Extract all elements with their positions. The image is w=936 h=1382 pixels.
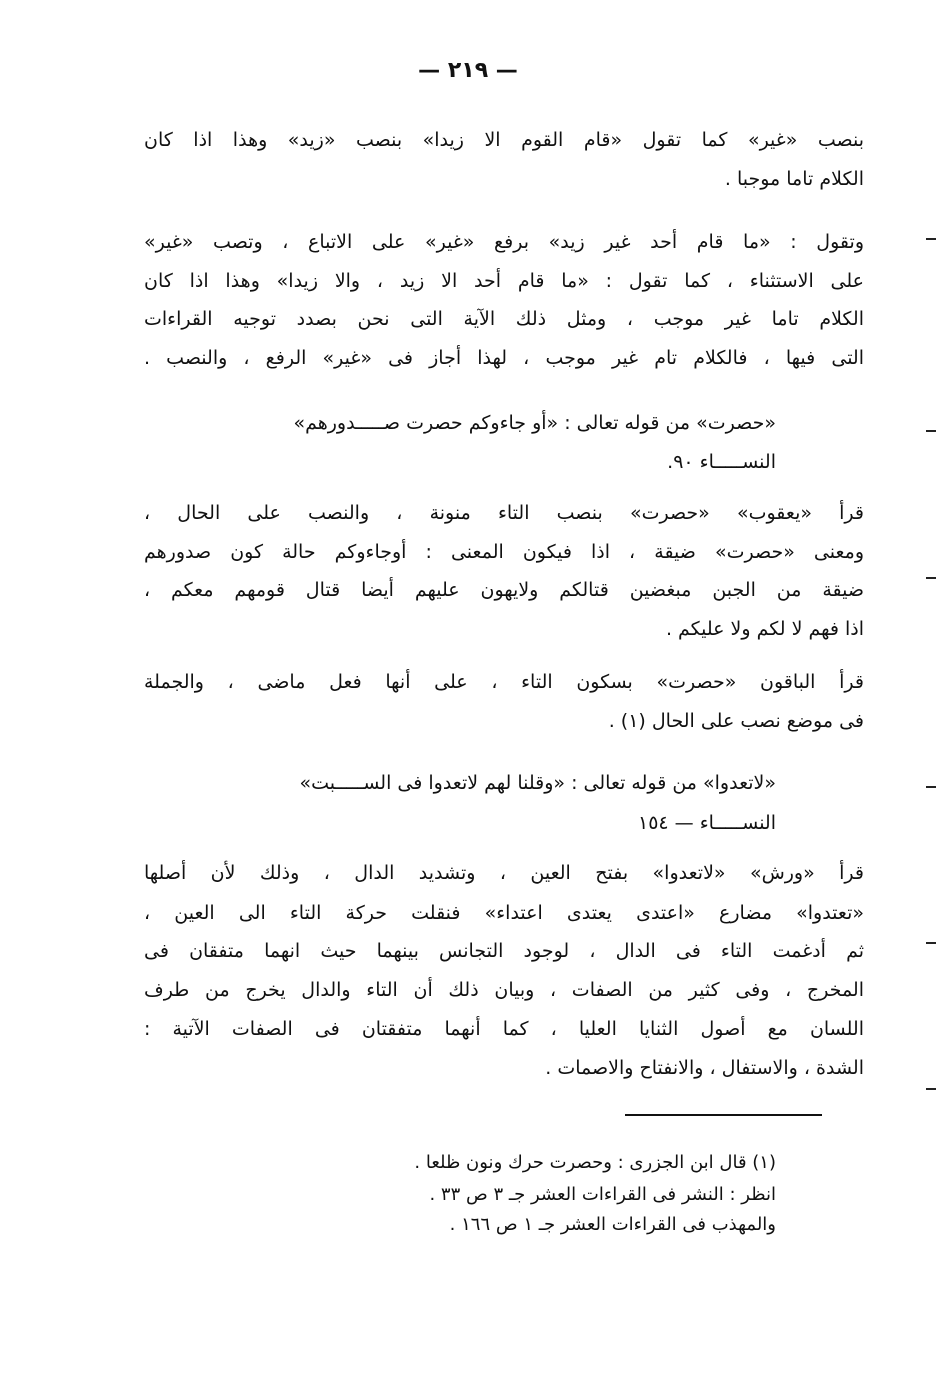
text-line: بنصب «غير» كما تقول «قام القوم الا زيدا» بنصب «زيد» وهذا اذا كان [144,129,864,151]
text-line: على الاستثناء ، كما تقول : «ما قام أحد الا زيد ، والا زيدا» وهذا اذا كان [144,270,864,292]
text-line: قرأ الباقون «حصرت» بسكون التاء ، على أنها فعل ماضى ، والجملة [144,671,864,693]
scan-edge-mark [926,1088,936,1090]
text-line: «تعتدوا» مضارع «اعتدى يعتدى اعتداء» فنقلت حركة التاء الى العين ، [144,902,864,924]
quran-verse-citation: «حصرت» من قوله تعالى : «أو جاءوكم حصرت صـــــدورهم» [293,412,776,434]
text-line: قرأ «يعقوب» «حصرت» بنصب التاء منونة ، والنصب على الحال ، [144,502,864,524]
scan-edge-mark [926,942,936,944]
footnote-separator [625,1114,822,1116]
text-line: الكلام تاما موجبا . [724,168,864,190]
text-line: قرأ «ورش» «لاتعدوا» بفتح العين ، وتشديد الدال ، وذلك لأن أصلها [144,862,864,884]
text-line: ومعنى «حصرت» ضيقة ، اذا فيكون المعنى : أوجاءوكم حالة كون صدورهم [144,541,864,563]
scan-edge-mark [926,786,936,788]
footnote-line: والمهذب فى القراءات العشر جـ ١ ص ١٦٦ . [449,1214,776,1235]
scan-edge-mark [926,238,936,240]
text-line: فى موضع نصب على الحال (١) . [608,710,864,732]
quran-verse-citation: «لاتعدوا» من قوله تعالى : «وقلنا لهم لاتعدوا فى الســـــبت» [299,772,776,794]
footnote-line: انظر : النشر فى القراءات العشر جـ ٣ ص ٣٣ . [429,1184,776,1205]
text-line: الكلام تاما غير موجب ، ومثل ذلك الآية التى نحن بصدد توجيه القراءات [144,308,864,330]
verse-reference: النســـــاء — ١٥٤ [637,812,776,834]
text-line: الشدة ، والاستفال ، والانفتاح والاصمات . [545,1057,864,1079]
page-number: — ٢١٩ — [418,58,518,83]
text-line: ضيقة من الجبن مبغضين قتالكم ولايهون عليهم أيضا قتال قومهم معكم ، [144,579,864,601]
text-line: اذا فهم لا لكم ولا عليكم . [665,618,864,640]
verse-reference: النســـــاء ٩٠. [667,451,776,473]
scan-edge-mark [926,430,936,432]
scan-edge-mark [926,577,936,579]
footnote-line: (١) قال ابن الجزرى : وحصرت حرك ونون ظلعا . [414,1152,776,1173]
text-line: ثم أدغمت التاء فى الدال ، لوجود التجانس بينهما حيث انهما متفقان فى [144,940,864,962]
text-line: اللسان مع أصول الثنايا العليا ، كما أنهما متفقتان فى الصفات الآتية : [144,1018,864,1040]
text-line: المخرج ، وفى كثير من الصفات ، وبيان ذلك أن التاء والدال يخرج من طرف [144,979,864,1001]
text-line: التى فيها ، فالكلام تام غير موجب ، لهذا أجاز فى «غير» الرفع ، والنصب . [144,347,864,369]
text-line: وتقول : «ما قام أحد غير زيد» برفع «غير» على الاتباع ، وتصب «غير» [144,231,864,253]
